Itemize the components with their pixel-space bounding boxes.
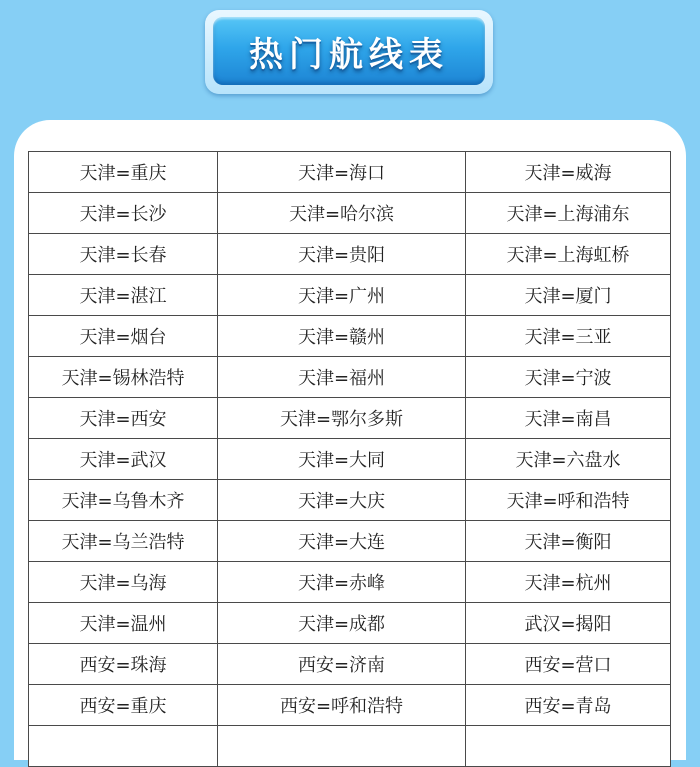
route-cell: 西安=营口: [466, 644, 671, 685]
route-cell: 武汉=揭阳: [466, 603, 671, 644]
route-cell: 天津=呼和浩特: [466, 480, 671, 521]
route-cell: 天津=上海虹桥: [466, 234, 671, 275]
table-row: [29, 357, 671, 398]
route-cell: 西安=青岛: [466, 685, 671, 726]
route-cell: 天津=成都: [218, 603, 466, 644]
table-row: [29, 726, 671, 767]
route-cell: 天津=烟台: [29, 316, 218, 357]
route-cell: 天津=鄂尔多斯: [218, 398, 466, 439]
route-cell: 天津=南昌: [466, 398, 671, 439]
table-row: [29, 398, 671, 439]
route-cell: [29, 726, 218, 767]
route-cell: 西安=重庆: [29, 685, 218, 726]
route-cell: 西安=呼和浩特: [218, 685, 466, 726]
route-cell: 天津=大同: [218, 439, 466, 480]
routes-table-body: [29, 152, 671, 767]
route-cell: 天津=宁波: [466, 357, 671, 398]
table-row: [29, 234, 671, 275]
route-cell: 天津=赣州: [218, 316, 466, 357]
routes-table: [28, 151, 671, 767]
route-cell: 天津=贵阳: [218, 234, 466, 275]
route-cell: 天津=厦门: [466, 275, 671, 316]
table-row: [29, 439, 671, 480]
route-cell: 天津=三亚: [466, 316, 671, 357]
page-title: 热门航线表: [249, 34, 449, 75]
title-banner-inner: [213, 17, 485, 85]
table-row: [29, 275, 671, 316]
table-row: [29, 480, 671, 521]
route-cell: [218, 726, 466, 767]
table-row: [29, 316, 671, 357]
route-cell: 天津=武汉: [29, 439, 218, 480]
table-row: [29, 193, 671, 234]
route-cell: 天津=杭州: [466, 562, 671, 603]
route-cell: 天津=海口: [218, 152, 466, 193]
route-cell: 天津=上海浦东: [466, 193, 671, 234]
route-cell: 西安=济南: [218, 644, 466, 685]
table-row: [29, 521, 671, 562]
route-cell: 天津=衡阳: [466, 521, 671, 562]
route-cell: 西安=珠海: [29, 644, 218, 685]
route-cell: [466, 726, 671, 767]
route-cell: 天津=温州: [29, 603, 218, 644]
route-cell: 天津=锡林浩特: [29, 357, 218, 398]
route-cell: 天津=重庆: [29, 152, 218, 193]
table-row: [29, 152, 671, 193]
route-cell: 天津=湛江: [29, 275, 218, 316]
route-cell: 天津=长春: [29, 234, 218, 275]
table-row: [29, 685, 671, 726]
route-cell: 天津=乌海: [29, 562, 218, 603]
route-cell: 天津=西安: [29, 398, 218, 439]
route-cell: 天津=乌鲁木齐: [29, 480, 218, 521]
table-row: [29, 603, 671, 644]
title-banner: [205, 10, 493, 94]
route-cell: 天津=大连: [218, 521, 466, 562]
route-cell: 天津=乌兰浩特: [29, 521, 218, 562]
route-cell: 天津=广州: [218, 275, 466, 316]
route-cell: 天津=福州: [218, 357, 466, 398]
route-cell: 天津=哈尔滨: [218, 193, 466, 234]
route-cell: 天津=六盘水: [466, 439, 671, 480]
table-row: [29, 562, 671, 603]
route-cell: 天津=大庆: [218, 480, 466, 521]
route-cell: 天津=长沙: [29, 193, 218, 234]
table-row: [29, 644, 671, 685]
route-cell: 天津=赤峰: [218, 562, 466, 603]
route-cell: 天津=威海: [466, 152, 671, 193]
